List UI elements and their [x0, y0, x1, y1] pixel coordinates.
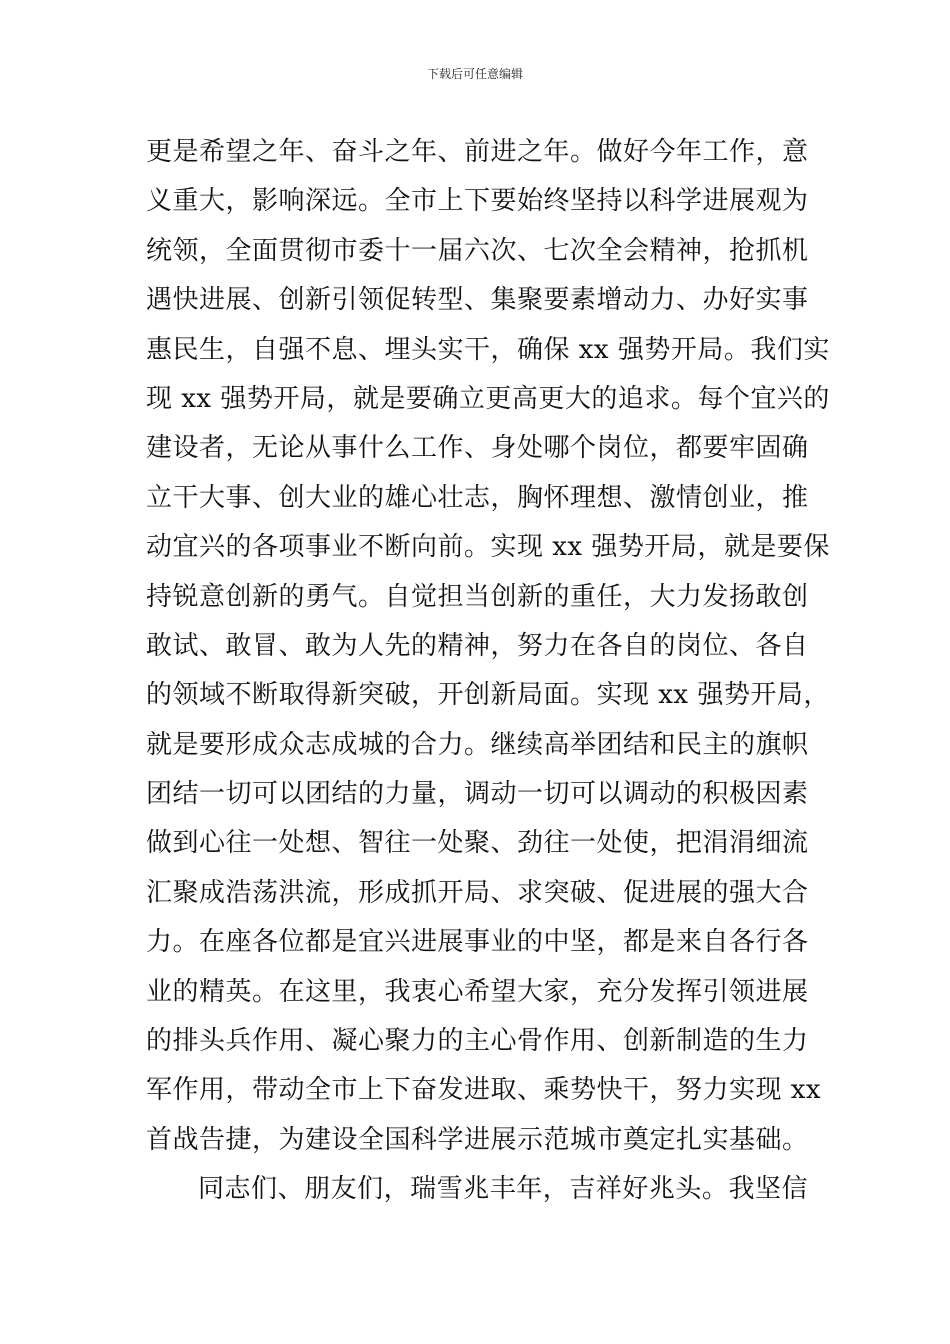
text-line: 同志们、朋友们，瑞雪兆丰年，吉祥好兆头。我坚信: [198, 1174, 808, 1205]
text-line: 持锐意创新的勇气。自觉担当创新的重任，大力发扬敢创: [146, 581, 809, 612]
paragraph-1: [146, 128, 830, 1165]
text-line: 敢试、敢冒、敢为人先的精神，努力在各自的岗位、各自: [146, 630, 809, 661]
text-line: 业的精英。在这里，我衷心希望大家，充分发挥引领进展: [146, 976, 809, 1007]
text-line: 统领，全面贯彻市委十一届六次、七次全会精神，抢抓机: [146, 235, 809, 266]
text-line: 的领域不断取得新突破，开创新局面。实现 xx 强势开局，: [146, 680, 830, 711]
text-line: 汇聚成浩荡洪流，形成抓开局、求突破、促进展的强大合: [146, 877, 809, 908]
paragraph-2: [146, 1165, 808, 1214]
text-line: 建设者，无论从事什么工作、身处哪个岗位，都要牢固确: [146, 433, 809, 464]
text-line: 团结一切可以团结的力量，调动一切可以调动的积极因素: [146, 779, 809, 810]
text-line: 的排头兵作用、凝心聚力的主心骨作用、创新制造的生力: [146, 1026, 809, 1057]
text-line: 就是要形成众志成城的合力。继续高举团结和民主的旗帜: [146, 729, 809, 760]
text-line: 义重大，影响深远。全市上下要始终坚持以科学进展观为: [146, 186, 809, 217]
text-line: 首战告捷，为建设全国科学进展示范城市奠定扎实基础。: [146, 1124, 809, 1155]
text-line: 动宜兴的各项事业不断向前。实现 xx 强势开局，就是要保: [146, 532, 830, 563]
text-line: 立干大事、创大业的雄心壮志，胸怀理想、激情创业，推: [146, 482, 809, 513]
text-line: 遇快进展、创新引领促转型、集聚要素增动力、办好实事: [146, 285, 809, 316]
text-line: 军作用，带动全市上下奋发进取、乘势快干，努力实现 xx: [146, 1075, 822, 1106]
document-body: [146, 128, 830, 1215]
text-line: 更是希望之年、奋斗之年、前进之年。做好今年工作，意: [146, 137, 809, 167]
text-line: 惠民生，自强不息、埋头实干，确保 xx 强势开局。我们实: [146, 334, 830, 365]
text-line: 做到心往一处想、智往一处聚、劲往一处使，把涓涓细流: [146, 828, 809, 859]
page-header: 下载后可任意编辑: [426, 67, 523, 81]
text-line: 现 xx 强势开局，就是要确立更高更大的追求。每个宜兴的: [146, 383, 830, 414]
text-line: 力。在座各位都是宜兴进展事业的中坚，都是来自各行各: [146, 927, 809, 958]
